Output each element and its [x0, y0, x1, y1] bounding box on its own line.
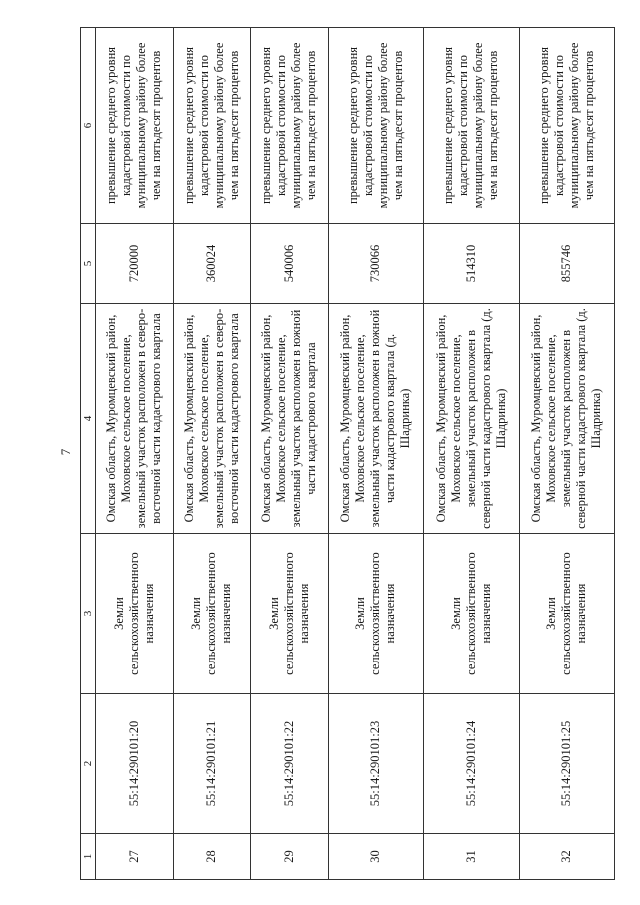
row-index: 31 [424, 834, 519, 880]
column-number: 2 [81, 694, 96, 834]
reason: превышение среднего уровня кадастровой стоимости по муниципальному району более чем на пятьдесят процентов [251, 28, 329, 224]
land-category: Земли сельскохозяйственного назначения [424, 534, 519, 694]
location: Омская область, Муромцевский район, Моховское сельское поселение, земельный участок расположен в северо-восточной части кадастрового квартала [173, 304, 251, 534]
land-plots-table [80, 27, 615, 880]
cadastral-number: 55:14:290101:20 [96, 694, 174, 834]
location: Омская область, Муромцевский район, Моховское сельское поселение, земельный участок расположен в северо-восточной части кадастрового квартала [96, 304, 174, 534]
area: 360024 [173, 224, 251, 304]
reason: превышение среднего уровня кадастровой стоимости по муниципальному району более чем на пятьдесят процентов [96, 28, 174, 224]
table-row [251, 28, 329, 880]
reason: превышение среднего уровня кадастровой стоимости по муниципальному району более чем на пятьдесят процентов [173, 28, 251, 224]
row-index: 32 [519, 834, 614, 880]
column-number: 1 [81, 834, 96, 880]
rotated-table-container [80, 28, 615, 880]
location: Омская область, Муромцевский район, Моховское сельское поселение, земельный участок расположен в южной части кадастрового квартала (д. Шадринка) [328, 304, 423, 534]
row-index: 27 [96, 834, 174, 880]
row-index: 28 [173, 834, 251, 880]
location: Омская область, Муромцевский район, Моховское сельское поселение, земельный участок расположен в южной части кадастрового квартала [251, 304, 329, 534]
land-category: Земли сельскохозяйственного назначения [96, 534, 174, 694]
column-number: 3 [81, 534, 96, 694]
table-row [424, 28, 519, 880]
area: 720000 [96, 224, 174, 304]
table-row [96, 28, 174, 880]
area: 855746 [519, 224, 614, 304]
table-row [519, 28, 614, 880]
land-category: Земли сельскохозяйственного назначения [328, 534, 423, 694]
cadastral-number: 55:14:290101:24 [424, 694, 519, 834]
table-row [173, 28, 251, 880]
reason: превышение среднего уровня кадастровой стоимости по муниципальному району более чем на пятьдесят процентов [424, 28, 519, 224]
area: 730066 [328, 224, 423, 304]
row-index: 29 [251, 834, 329, 880]
land-category: Земли сельскохозяйственного назначения [173, 534, 251, 694]
page-number: 7 [58, 448, 73, 456]
cadastral-number: 55:14:290101:21 [173, 694, 251, 834]
column-number: 5 [81, 224, 96, 304]
land-category: Земли сельскохозяйственного назначения [519, 534, 614, 694]
reason: превышение среднего уровня кадастровой стоимости по муниципальному району более чем на пятьдесят процентов [328, 28, 423, 224]
cadastral-number: 55:14:290101:23 [328, 694, 423, 834]
reason: превышение среднего уровня кадастровой стоимости по муниципальному району более чем на пятьдесят процентов [519, 28, 614, 224]
column-number: 4 [81, 304, 96, 534]
cadastral-number: 55:14:290101:25 [519, 694, 614, 834]
area: 514310 [424, 224, 519, 304]
location: Омская область, Муромцевский район, Моховское сельское поселение, земельный участок расположен в северной части кадастрового квартала (д. Шадринка) [519, 304, 614, 534]
cadastral-number: 55:14:290101:22 [251, 694, 329, 834]
row-index: 30 [328, 834, 423, 880]
area: 540006 [251, 224, 329, 304]
column-number: 6 [81, 28, 96, 224]
table-row [328, 28, 423, 880]
location: Омская область, Муромцевский район, Моховское сельское поселение, земельный участок расположен в северной части кадастрового квартала (д. Шадринка) [424, 304, 519, 534]
land-category: Земли сельскохозяйственного назначения [251, 534, 329, 694]
column-number-row [81, 28, 96, 880]
